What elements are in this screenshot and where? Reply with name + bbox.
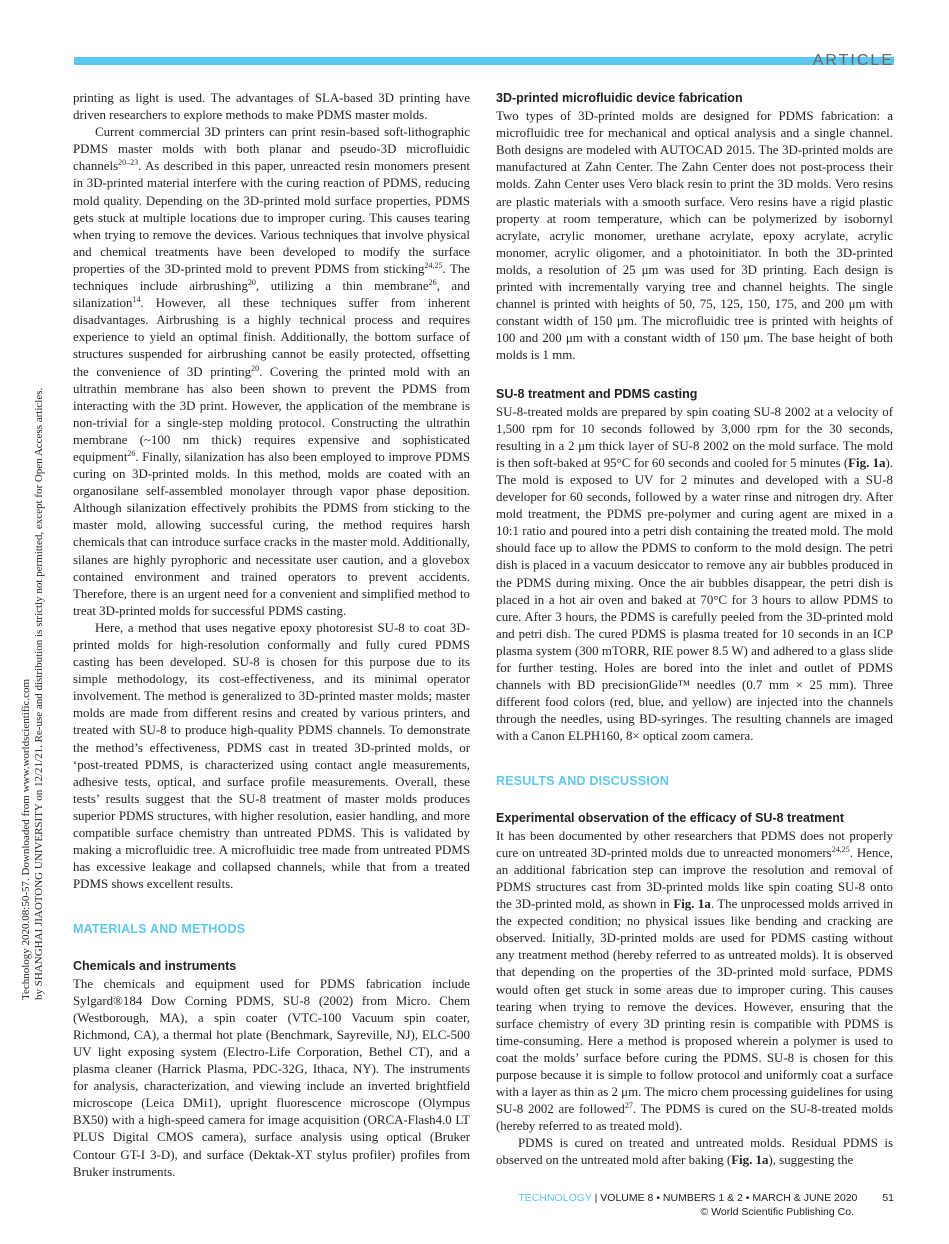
subheading-experimental: Experimental observation of the efficacy of SU-8 treatment: [496, 810, 845, 825]
paragraph: PDMS is cured on treated and untreated molds. Residual PDMS is observed on the untreated mold after baking (Fig. 1a), suggesting the: [496, 1136, 893, 1168]
paragraph: The chemicals and equipment used for PDMS fabrication include Sylgard®184 Dow Corning PDMS, SU-8 (2002) from Micro. Chem (Westborough, MA), a spin coater (VTC-100 Vacuum spin coater, Richmond, CA), a thermal hot plate (Benchmark, Sayreville, NJ), ELC-500 UV light exposing system (Electro-Life Corporation, Bethel CT), and a plasma cleaner (Harrick Plasma, PDC-32G, Ithaca, NY). The instruments for analysis, characterization, and viewing include an inverted brightfield microscope (Leica DMi1), upright fluorescence microscope (Olympus BX50) with a high-speed camera for image acquisition (ORCA-Flash4.0 LT PLUS Digital CMOS camera), surface analysis using optical (Bruker Contour GT-I 3-D), and surface (Dektak-XT stylus profiler) profiles from Bruker instruments.: [73, 976, 470, 1179]
footer-separator: |: [594, 1192, 598, 1204]
right-column: [496, 90, 893, 1170]
page-number: 51: [882, 1192, 894, 1204]
copyright: © World Scientific Publishing Co.: [700, 1206, 854, 1218]
paragraph: Current commercial 3D printers can print resin-based soft-lithographic PDMS master molds with both planar and pseudo-3D microfluidic channels$^{20-23}$. As described in this paper, unreacted resin monomers present in 3D-printed material interfere with the curing reaction of PDMS, reducing mold quality. Depending on the 3D-printed mold surface properties, PDMS gets stuck at multiple locations due to improper curing. This causes tearing when trying to remove the devices. Various techniques that involve physical and chemical treatments have been developed to modify the surface properties of the 3D-printed mold to prevent PDMS from sticking$^{24,25}$. The techniques include airbrushing$^{20}$, utilizing a thin membrane$^{26}$, and silanization$^{14}$. However, all these techniques suffer from inherent disadvantages. Airbrushing is a highly technical process and requires experience to yield an optimal finish. Additionally, the bottom surface of structures suspended for airbrushing cannot be easily protected, offsetting the convenience of 3D printing$^{20}$. Covering the printed mold with an ultrathin membrane has also been shown to prevent the PDMS from interacting with the 3D print. However, the application of the membrane is non-trivial for a single-step molding protocol. Constructing the ultrathin membrane (~100 nm thick) requires expensive and sophisticated equipment$^{26}$. Finally, silanization has also been employed to improve PDMS curing on 3D-printed molds. In this method, molds are coated with an organosilane self-assembled monolayer through vapor phase deposition. Although silanization effectively prohibits the PDMS from sticking to the master mold, allowing successful curing, the method requires harsh chemicals that can introduce surface cracks in the master mold. Additionally, silanes are highly pyrophoric and necessitate user caution, and a glovebox contained environment and trained operators to prevent accidents. Therefore, there is an urgent need for a convenient and simplified method to treat 3D-printed molds for successful PDMS casting.: [73, 125, 470, 618]
figure-ref[interactable]: Fig. 1a: [848, 455, 886, 470]
subheading-chemicals: Chemicals and instruments: [73, 958, 237, 973]
download-notice-line2: by SHANGHAI JIAOTONG UNIVERSITY on 12/21/21. Re-use and distribution is strictly not permitted, except for Open Access articles.: [33, 387, 45, 1000]
section-heading-results: RESULTS AND DISCUSSION: [496, 774, 670, 789]
download-notice: [0, 0, 45, 1244]
paragraph: SU-8-treated molds are prepared by spin coating SU-8 2002 at a velocity of 1,500 rpm for 10 seconds followed by 3,000 rpm for the 30 seconds, resulting in a 2 μm thick layer of SU-8 2002 on the mold surface. The mold is then soft-baked at 95°C for 60 seconds and cooled for 5 minutes (Fig. 1a). The mold is exposed to UV for 2 minutes and developed with a SU-8 developer for 60 seconds, followed by a water rinse and nitrogen dry. After mold treatment, the PDMS pre-polymer and curing agent are mixed in a 10:1 ratio and poured into a petri dish containing the treated mold. The mold should face up to allow the PDMS to conform to the mold design. The petri dish is placed in a vacuum desiccator to remove any air bubbles produced in the PDMS during mixing. Once the air bubbles disappear, the petri dish is placed in a hot air oven and baked at 70°C for 3 hours to allow PDMS to cure. After 3 hours, the PDMS is carefully peeled from the 3D-printed mold and petri dish. The cured PDMS is plasma treated for 10 seconds in an ICP plasma system (300 mTORR, RIE power 8.5 W) and adhered to a glass slide for further testing. Holes are bored into the inlet and outlet of PDMS channels with BD precisionGlide™ needles (0.7 mm × 25 mm). Three different food colors (red, blue, and yellow) are injected into the channels through the needles, using BD-syringes. The resulting channels are imaged with a Canon ELPH160, 8× optical zoom camera.: [496, 404, 893, 744]
subheading-fabrication: 3D-printed microfluidic device fabrication: [496, 91, 743, 105]
paragraph: Two types of 3D-printed molds are designed for PDMS fabrication: a microfluidic tree for mechanical and optical analysis and a single channel. Both designs are modeled with AUTOCAD 2015. The 3D-printed molds are manufactured at Zahn Center. The Zahn Center does not post-process their molds. Zahn Center uses Vero black resin to print the 3D molds. Vero resins are plastic materials with a smooth surface. Vero resins have a rigid plastic property at room temperature, which can be polymerized by isobornyl acrylate, acrylic monomer, urethane acrylate, epoxy acrylate, acrylic monomer, acrylic oligomer, and a photoinitiator. In both the 3D-printed molds, a resolution of 25 μm was used for 3D printing. Each design is printed with incrementally varying tree and channel heights. The single channel is printed with heights of 50, 75, 125, 150, 175, and 200 μm with constant width of 150 μm. The microfluidic tree is printed with heights of 100 and 200 μm with a constant width of 150 μm. The base height of both molds is 1 mm.: [496, 109, 893, 363]
subheading-su8: SU-8 treatment and PDMS casting: [496, 386, 698, 401]
section-heading-materials: MATERIALS AND METHODS: [73, 922, 246, 937]
paragraph: printing as light is used. The advantages of SLA-based 3D printing have driven researchers to explore methods to make PDMS master molds.: [73, 91, 470, 123]
figure-ref[interactable]: Fig. 1a: [673, 897, 711, 912]
page-footer: [496, 1192, 894, 1218]
article-label: ARTICLE: [812, 52, 894, 69]
volume-info: VOLUME 8 • NUMBERS 1 & 2 • MARCH & JUNE 2020: [600, 1192, 858, 1204]
figure-ref[interactable]: Fig. 1a: [731, 1153, 769, 1168]
journal-name: TECHNOLOGY: [518, 1192, 592, 1204]
left-column: [73, 90, 470, 1181]
download-notice-line1: Technology 2020.08:50-57. Downloaded from www.worldscientific.com: [20, 678, 32, 1000]
header-accent-bar: [74, 57, 894, 65]
paragraph: It has been documented by other researchers that PDMS does not properly cure on untreated 3D-printed molds due to unreacted monomers$^{24,25}$. Hence, an additional fabrication step can improve the resolution and removal of PDMS structures cast from 3D-printed molds like spin coating SU-8 onto the 3D-printed mold, as shown in Fig. 1a. The unprocessed molds arrived in the expected condition; no physical issues like bending and cracking are observed. Initially, 3D-printed molds are used for PDMS casting without any treatment method (hereby referred to as untreated molds). It is observed that depending on the properties of the 3D-printed mold surface, PDMS would often get stuck in some areas due to improper curing. This causes tearing when trying to remove the devices. However, ensuring that the surface chemistry of every 3D printing resin is compatible with PDMS is time-consuming. Here a method is proposed wherein a polymer is used to coat the molds’ surface before curing the PDMS. SU-8 is chosen for this purpose because it is simple to follow protocol and uniformly coat a surface with a layer as thin as 2 μm. The micro chem processing guidelines for using SU-8 2002 are followed$^{27}$. The PDMS is cured on the SU-8-treated molds (hereby referred to as treated mold).: [496, 828, 894, 1134]
paragraph: Here, a method that uses negative epoxy photoresist SU-8 to coat 3D-printed molds for high-resolution conformally and fully cured PDMS casting has been developed. SU-8 is chosen for this purpose due to its simple methodology, its cost-effectiveness, and its minimal operator involvement. The method is generalized to 3D-printed master molds; master molds are made from different resins and created by various printers, and treated with SU-8 to produce high-quality PDMS channels. To demonstrate the method’s effectiveness, PDMS cast in treated 3D-printed molds, or ‘post-treated PDMS, is characterized using contact angle measurements, adhesive tests, optical, and surface profile measurements. Overall, these tests’ results suggest that the SU-8 treatment of master molds produces superior PDMS structures, with higher resolution, easier handling, and more compatible surface chemistry than untreated PDMS. This is validated by making a microfluidic tree. A microfluidic tree made from untreated PDMS has excessive leakage and collapsed channels, while that from a treated PDMS shows excellent results.: [73, 620, 470, 892]
